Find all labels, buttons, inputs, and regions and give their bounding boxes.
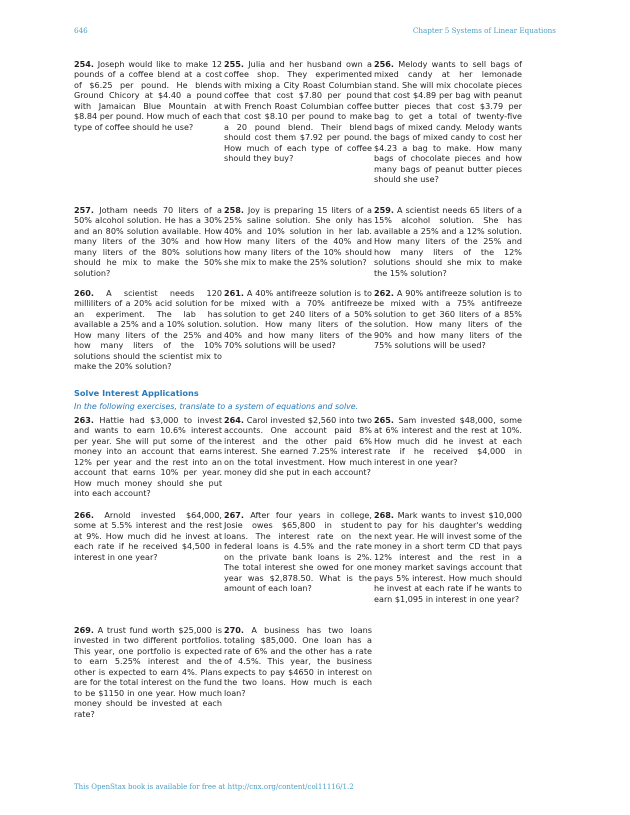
exercise-row [74, 510, 556, 604]
exercise-row [74, 205, 556, 278]
exercise-number: 266. [74, 510, 94, 520]
exercise-261 [224, 288, 372, 372]
page-footer: This OpenStax book is available for free at http://cnx.org/content/col11116/1.2 [74, 783, 354, 791]
exercise-256 [374, 59, 522, 184]
exercise-number: 263. [74, 415, 94, 425]
exercise-text: Mark wants to invest $10,000 to pay for his daughter's wedding next year. He will invest some of the money in a short term CD that pays 12% interest and the rest in a money market savings account that pays 5% interest. How much should he invest at each rate if he wants to earn $1,095 in interest in one year? [374, 510, 523, 604]
exercise-number: 269. [74, 625, 94, 635]
section-instruction: In the following exercises, translate to a system of equations and solve. [74, 402, 359, 411]
exercise-number: 254. [74, 59, 94, 69]
exercise-number: 270. [224, 625, 244, 635]
exercise-259 [374, 205, 522, 278]
exercise-text: Joy is preparing 15 liters of a 25% saline solution. She only has 40% and 10% solution in her lab. How many liters of the 40% and how many liters of the 10% should she mix to make the 25% solution? [224, 205, 372, 268]
exercise-number: 261. [224, 288, 244, 298]
exercise-number: 258. [224, 205, 244, 215]
exercise-text: Julia and her husband own a coffee shop. They experimented with mixing a City Roast Columbian coffee that cost $7.80 per pound with French Roast Columbian coffee that cost $8.10 per pound to make a 20 pound blend. Their blend should cost them $7.92 per pound. How much of each type of coffee should they buy? [224, 59, 372, 164]
exercise-text: A 40% antifreeze solution is to be mixed with a 70% antifreeze solution to get 240 liters of a 50% solution. How many liters of the 40% and how many liters of the 70% solutions will be used? [224, 288, 372, 351]
exercise-text: Carol invested $2,560 into two accounts. One account paid 8% interest and the other paid 6% interest. She earned 7.25% interest on the total investment. How much money did she put in each account? [224, 415, 372, 478]
exercise-number: 255. [224, 59, 244, 69]
exercise-262 [374, 288, 522, 372]
page-number: 646 [74, 26, 88, 35]
page-header [74, 26, 556, 38]
exercise-254 [74, 59, 222, 184]
exercise-number: 265. [374, 415, 394, 425]
exercise-text: Joseph would like to make 12 pounds of a coffee blend at a cost of $6.25 per pound. He blends Ground Chicory at $4.40 a pound with Jamaican Blue Mountain at $8.84 per pound. How much of each type of coffee should he use? [74, 59, 222, 132]
exercise-number: 257. [74, 205, 94, 215]
exercise-text: Hattie had $3,000 to invest and wants to earn 10.6% interest per year. She will put some of the money into an account that earns 12% per year and the rest into an account that earns 10% per year. How much money should she put into each account? [74, 415, 222, 499]
exercise-text: A 90% antifreeze solution is to be mixed with a 75% antifreeze solution to get 360 liters of a 85% solution. How many liters of the 90% and how many liters of the 75% solutions will be used? [374, 288, 522, 351]
exercise-number: 262. [374, 288, 394, 298]
exercise-text: Jotham needs 70 liters of a 50% alcohol solution. He has a 30% and an 80% solution available. How many liters of the 30% and how many liters of the 80% solutions should he mix to make the 50% solution? [74, 205, 222, 278]
exercise-258 [224, 205, 372, 278]
exercise-269 [74, 625, 222, 719]
exercise-255 [224, 59, 372, 184]
exercise-text: A scientist needs 120 milliliters of a 20% acid solution for an experiment. The lab has available a 25% and a 10% solution. How many liters of the 25% and how many liters of the 10% solutions should the scientist mix to make the 20% solution? [74, 288, 222, 372]
exercise-266 [74, 510, 222, 604]
exercise-number: 256. [374, 59, 394, 69]
exercise-270 [224, 625, 372, 719]
exercise-268 [374, 510, 522, 604]
exercise-257 [74, 205, 222, 278]
exercise-267 [224, 510, 372, 604]
exercise-text: A business has two loans totaling $85,000. One loan has a rate of 6% and the other has a rate of 4.5%. This year, the business expects to pay $4650 in interest on the two loans. How much is each loan? [224, 625, 372, 698]
exercise-text: A trust fund worth $25,000 is invested in two different portfolios. This year, one portfolio is expected to earn 5.25% interest and the other is expected to earn 4%. Plans are for the total interest on the fund to be $1150 in one year. How much money should be invested at each rate? [74, 625, 222, 719]
exercise-row [74, 59, 556, 184]
chapter-title: Chapter 5 Systems of Linear Equations [412, 26, 556, 35]
exercise-264 [224, 415, 372, 499]
exercise-265 [374, 415, 522, 499]
exercise-number: 268. [374, 510, 394, 520]
exercise-row [74, 625, 556, 719]
exercise-text: A scientist needs 65 liters of a 15% alcohol solution. She has available a 25% and a 12% solution. How many liters of the 25% and how many liters of the 12% solutions should she mix to make the 15% solution? [374, 205, 522, 278]
exercise-number: 260. [74, 288, 94, 298]
exercise-260 [74, 288, 222, 372]
exercise-text: Melody wants to sell bags of mixed candy at her lemonade stand. She will mix chocolate pieces that cost $4.89 per bag with peanut butter pieces that cost $3.79 per bag to get a total of twenty-five bags of mixed candy. Melody wants the bags of mixed candy to cost her $4.23 a bag to make. How many bags of chocolate pieces and how many bags of peanut butter pieces should she use? [374, 59, 522, 184]
exercise-263 [74, 415, 222, 499]
exercise-empty [374, 625, 522, 719]
exercise-row [74, 288, 556, 372]
exercise-text: After four years in college, Josie owes $65,800 in student loans. The interest rate on the federal loans is 4.5% and the rate on the private bank loans is 2%. The total interest she owed for one year was $2,878.50. What is the amount of each loan? [224, 510, 372, 594]
exercise-text: Sam invested $48,000, some at 6% interest and the rest at 10%. How much did he invest at each rate if he received $4,000 in interest in one year? [374, 415, 522, 467]
section-title: Solve Interest Applications [74, 388, 199, 398]
exercise-row [74, 415, 556, 499]
exercise-number: 267. [224, 510, 244, 520]
exercise-number: 264. [224, 415, 244, 425]
exercise-text: Arnold invested $64,000, some at 5.5% interest and the rest at 9%. How much did he invest at each rate if he received $4,500 in interest in one year? [74, 510, 222, 562]
exercise-number: 259. [374, 205, 394, 215]
